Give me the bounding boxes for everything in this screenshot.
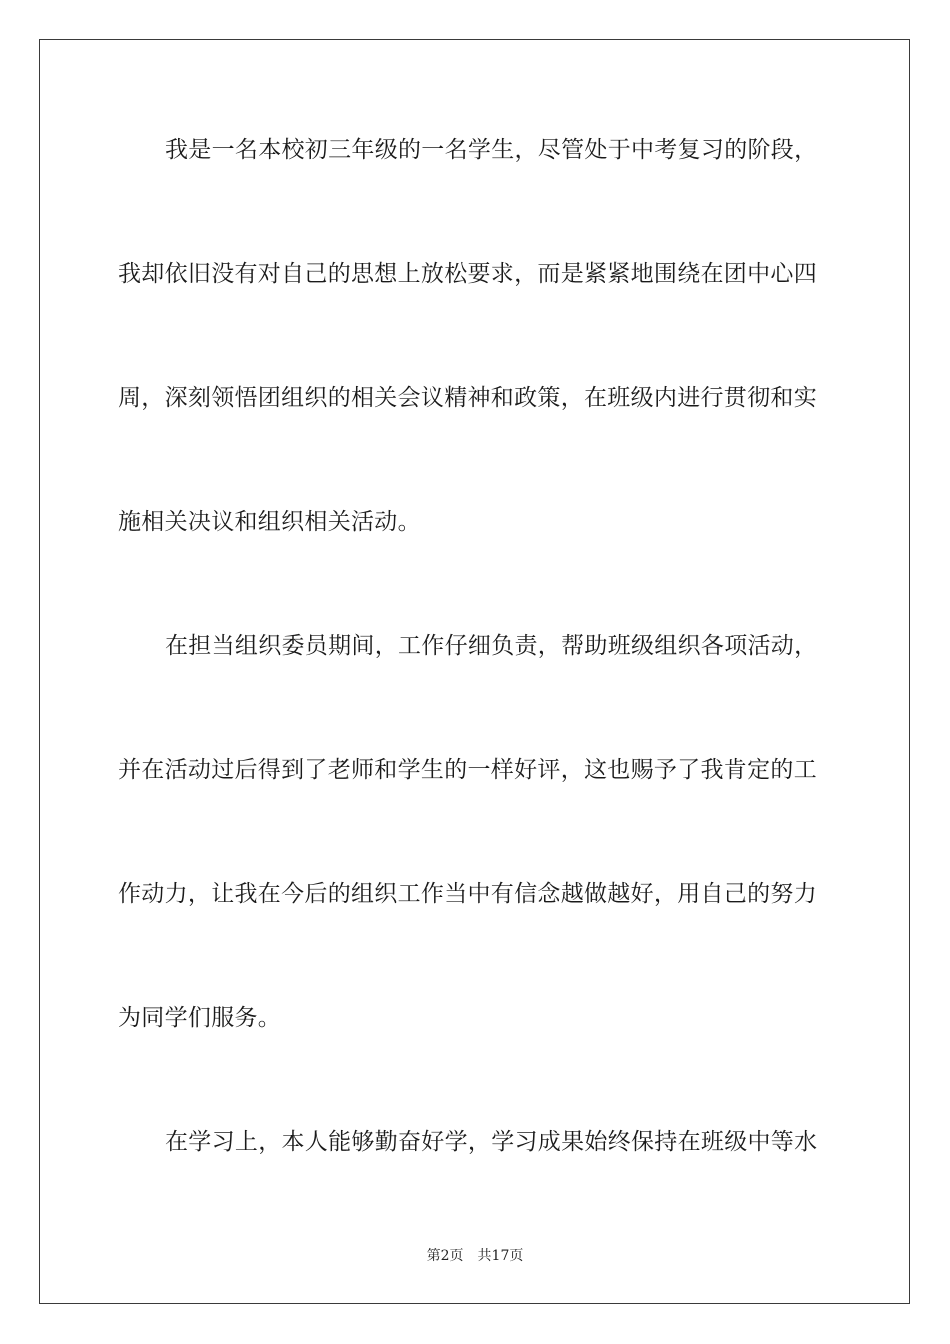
paragraph-3-line-1: 在学习上，本人能够勤奋好学，学习成果始终保持在班级中等水	[165, 1129, 818, 1155]
page-total: 共17页	[477, 1248, 524, 1264]
paragraph-2-line-4: 为同学们服务。	[118, 1005, 282, 1031]
page-border	[39, 39, 910, 1304]
paragraph-1-line-1: 我是一名本校初三年级的一名学生，尽管处于中考复习的阶段，	[165, 137, 818, 163]
page-footer	[0, 1247, 950, 1265]
paragraph-1-line-2: 我却依旧没有对自己的思想上放松要求，而是紧紧地围绕在团中心四	[118, 261, 817, 287]
paragraph-2-line-2: 并在活动过后得到了老师和学生的一样好评，这也赐予了我肯定的工	[118, 757, 817, 783]
paragraph-1-line-4: 施相关决议和组织相关活动。	[118, 509, 421, 535]
page-number: 第2页	[426, 1248, 464, 1264]
paragraph-2-line-3: 作动力，让我在今后的组织工作当中有信念越做越好，用自己的努力	[118, 881, 817, 907]
paragraph-1-line-3: 周，深刻领悟团组织的相关会议精神和政策，在班级内进行贯彻和实	[118, 385, 817, 411]
paragraph-2-line-1: 在担当组织委员期间，工作仔细负责，帮助班级组织各项活动，	[165, 633, 818, 659]
